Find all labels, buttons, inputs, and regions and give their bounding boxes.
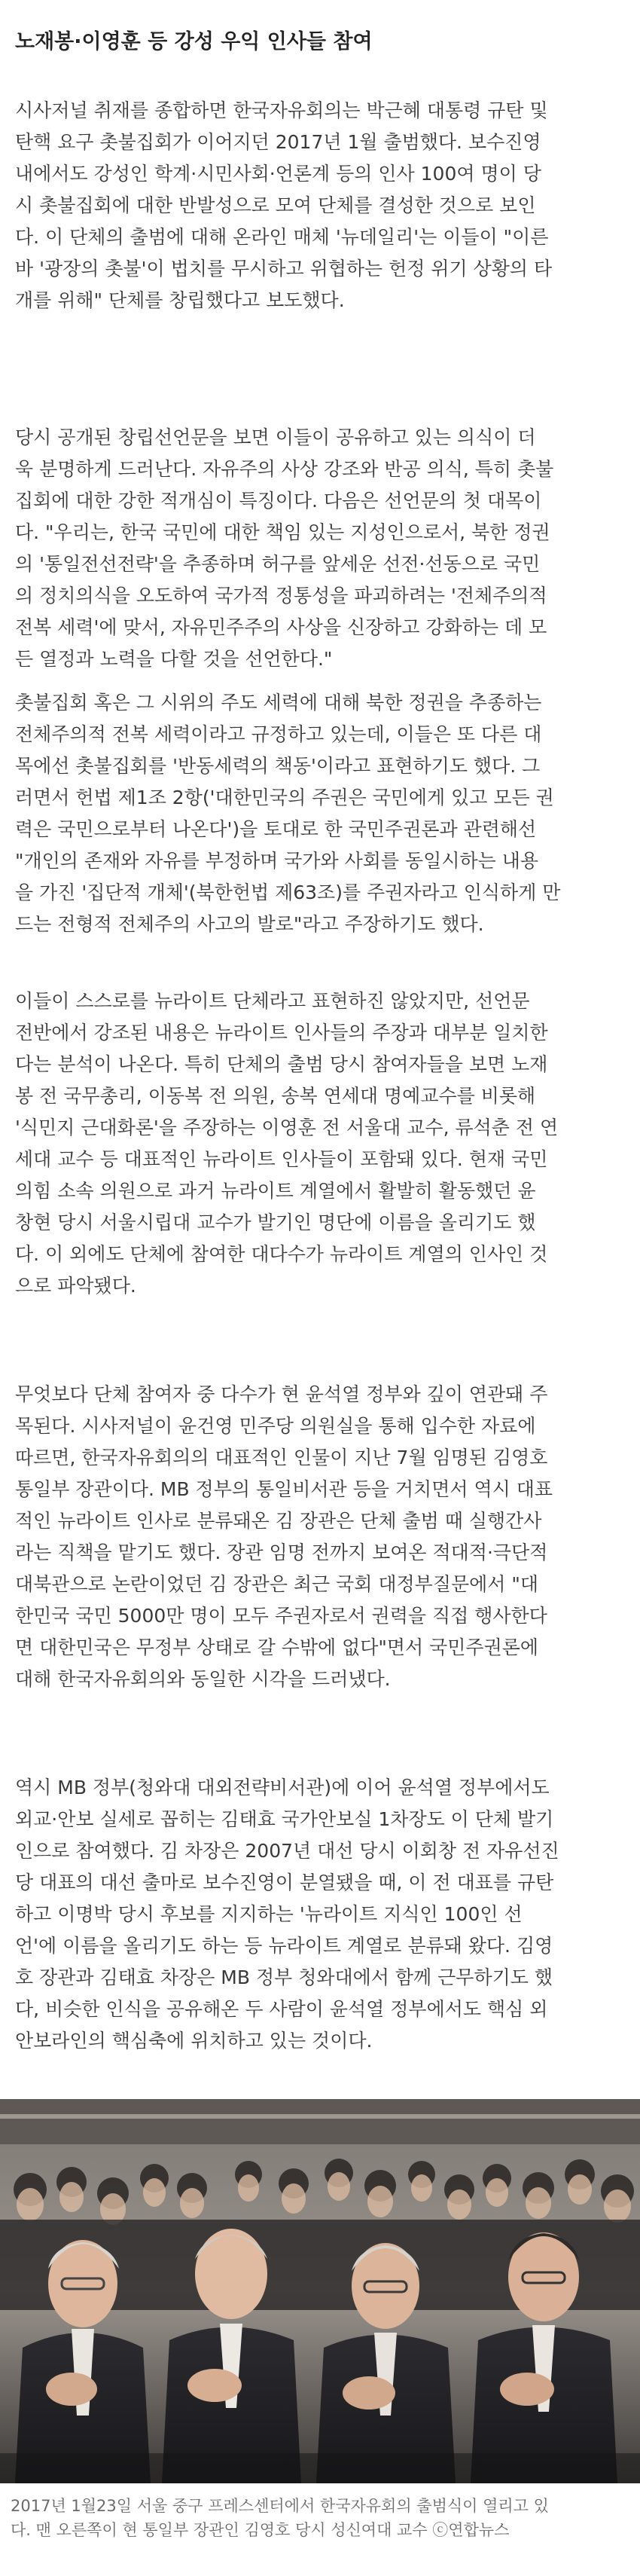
article-paragraph-1: 시사저널 취재를 종합하면 한국자유회의는 박근혜 대통령 규탄 및 탄핵 요구 촛불집회가 이어지던 2017년 1월 출범했다. 보수진영 내에서도 강성인 학계·시민사회·언론계 등의 인사 100여 명이 당 시 촛불집회에 대한 반발성으로 모여 단체를 결성한 것으로 보인 다. 이 단체의 출범에 대해 온라인 매체 '뉴데일리'는 이들이 "이른 바 '광장의 촛불'이 법치를 무시하고 위협하는 헌정 위기 상황의 타 개를 위해" 단체를 창립했다고 보도했다.: [15, 99, 553, 311]
photo-caption: 2017년 1월23일 서울 중구 프레스센터에서 한국자유회의 출범식이 열리고 있 다. 맨 오른쪽이 현 통일부 장관인 김영호 당시 성신여대 교수 ⓒ연합뉴스: [11, 2497, 549, 2539]
article-paragraph-3: 촛불집회 혹은 그 시위의 주도 세력에 대해 북한 정권을 추종하는 전체주의적 전복 세력이라고 규정하고 있는데, 이들은 또 다른 대 목에선 촛불집회를 '반동세력의 책동'이라고 표현하기도 했다. 그 러면서 헌법 제1조 2항('대한민국의 주권은 국민에게 있고 모든 권 력은 국민으로부터 나온다')을 토대로 한 국민주권론과 관련해선 "개인의 존재와 자유를 부정하며 국가와 사회를 동일시하는 내용 을 가진 '집단적 개체'(북한헌법 제63조)를 주권자라고 인식하게 만 드는 전형적 전체주의 사고의 발로"라고 주장하기도 했다.: [15, 692, 561, 935]
article-paragraph-2: 당시 공개된 창립선언문을 보면 이들이 공유하고 있는 의식이 더 욱 분명하게 드러난다. 자유주의 사상 강조와 반공 의식, 특히 촛불 집회에 대한 강한 적개심이 특징이다. 다음은 선언문의 첫 대목이 다. "우리는, 한국 국민에 대한 책임 있는 지성인으로서, 북한 정권 의 '통일전선전략'을 추종하며 허구를 앞세운 선전·선동으로 국민 의 정치의식을 오도하여 국가적 정통성을 파괴하려는 '전체주의적 전복 세력'에 맞서, 자유민주주의 사상을 신장하고 강화하는 데 모 든 열정과 노력을 다할 것을 선언한다.": [15, 426, 554, 670]
event-photo-illustration: [0, 2099, 640, 2483]
event-photo: [0, 2099, 640, 2483]
article-paragraph-6: 역시 MB 정부(청와대 대외전략비서관)에 이어 윤석열 정부에서도 외교·안보 실세로 꼽히는 김태효 국가안보실 1차장도 이 단체 발기 인으로 참여했다. 김 차장은 2007년 대선 당시 이회창 전 자유선진 당 대표의 대선 출마로 보수진영이 분열됐을 때, 이 전 대표를 규탄 하고 이명박 당시 후보를 지지하는 '뉴라이트 지식인 100인 선 언'에 이름을 올리기도 하는 등 뉴라이트 계열로 분류돼 왔다. 김영 호 장관과 김태효 차장은 MB 정부 청와대에서 함께 근무하기도 했 다, 비슷한 인식을 공유해온 두 사람이 윤석열 정부에서도 핵심 외 안보라인의 핵심축에 위치하고 있는 것이다.: [15, 1777, 559, 2052]
article-subheading: 노재봉·이영훈 등 강성 우익 인사들 참여: [15, 30, 373, 53]
article-paragraph-4: 이들이 스스로를 뉴라이트 단체라고 표현하진 않았지만, 선언문 전반에서 강조된 내용은 뉴라이트 인사들의 주장과 대부분 일치한 다는 분석이 나온다. 특히 단체의 출범 당시 참여자들을 보면 노재 봉 전 국무총리, 이동복 전 의원, 송복 연세대 명예교수를 비롯해 '식민지 근대화론'을 주장하는 이영훈 전 서울대 교수, 류석춘 전 연 세대 교수 등 대표적인 뉴라이트 인사들이 포함돼 있다. 현재 국민 의힘 소속 의원으로 과거 뉴라이트 계열에서 활발히 활동했던 윤 창현 당시 서울시립대 교수가 발기인 명단에 이름을 올리기도 했 다. 이 외에도 단체에 참여한 대다수가 뉴라이트 계열의 인사인 것 으로 파악됐다.: [15, 990, 559, 1297]
article-paragraph-5: 무엇보다 단체 참여자 중 다수가 현 윤석열 정부와 깊이 연관돼 주 목된다. 시사저널이 윤건영 민주당 의원실을 통해 입수한 자료에 따르면, 한국자유회의의 대표적인 인물이 지난 7월 임명된 김영호 통일부 장관이다. MB 정부의 통일비서관 등을 거치면서 역시 대표 적인 뉴라이트 인사로 분류돼온 김 장관은 단체 출범 때 실행간사 라는 직책을 맡기도 했다. 장관 임명 전까지 보여온 적대적·극단적 대북관으로 논란이었던 김 장관은 최근 국회 대정부질문에서 "대 한민국 국민 5000만 명이 모두 주권자로서 권력을 직접 행사한다 면 대한민국은 무정부 상태로 갈 수밖에 없다"면서 국민주권론에 대해 한국자유회의와 동일한 시각을 드러냈다.: [15, 1383, 553, 1690]
